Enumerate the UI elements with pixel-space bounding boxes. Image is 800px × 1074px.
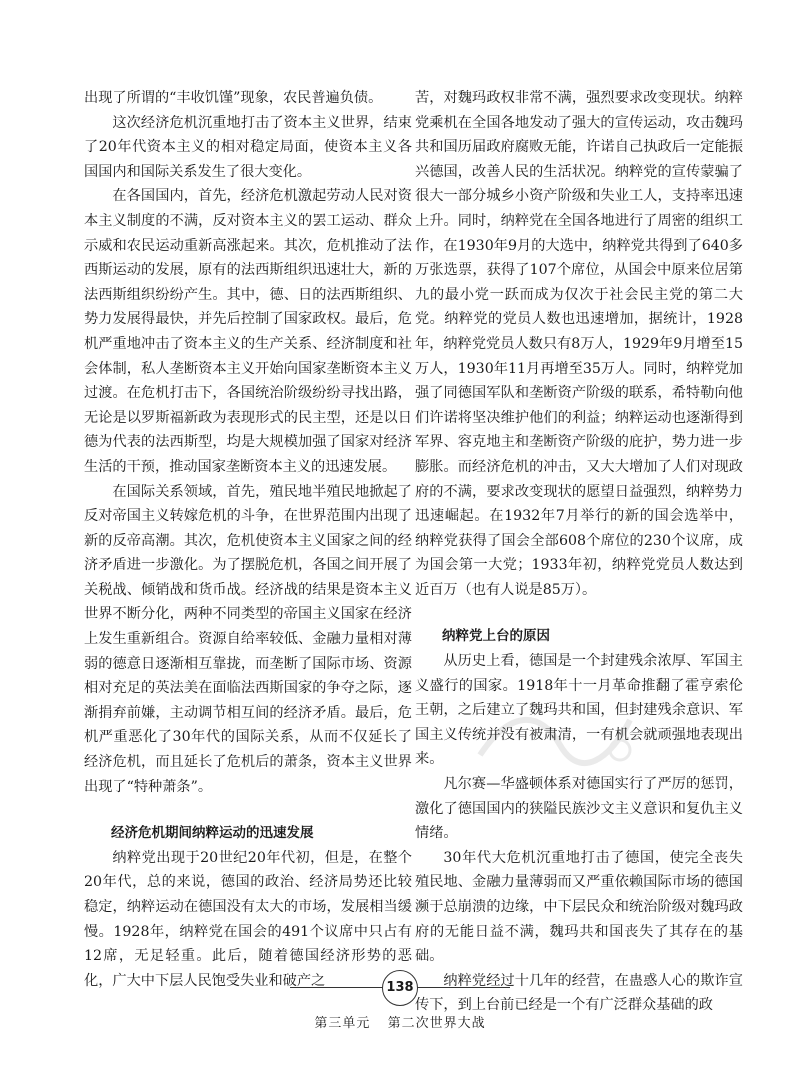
paragraph: 在国际关系领域，首先，殖民地半殖民地掀起了反对帝国主义转嫁危机的斗争，在世界范围内出现了新的反帝高潮。其次，危机使资本主义国家之间的经济矛盾进一步激化。为了摆脱危机，各国之间开展了关税战、倾销战和货币战。经济战的结果是资本主义世界不断分化，两种不同类型的帝国主义国家在经济上发生重新组合。资源自给率较低、金融力量相对薄弱的德意日逐渐相互靠拢，而垄断了国际市场、资源相对充足的英法美在面临法西斯国家的争夺之际，逐渐捐弃前嫌，主动调节相互间的经济矛盾。最后，危机严重恶化了30年代的国际关系，从而不仅延长了经济危机，而且延长了危机后的萧条，资本主义世界出现了“特种萧条”。 xyxy=(84,483,412,795)
page-number: 138 xyxy=(382,970,418,1006)
page-footer xyxy=(0,1012,800,1031)
footer-title: 第二次世界大战 xyxy=(387,1016,486,1031)
section-gap xyxy=(415,602,743,624)
paragraph: 苦，对魏玛政权非常不满，强烈要求改变现状。纳粹党乘机在全国各地发动了强大的宣传运动，攻击魏玛共和国历届政府腐败无能，许诺自己执政后一定能振兴德国，改善人民的生活状况。纳粹党的宣传蒙骗了很大一部分城乡小资产阶级和失业工人，支持率迅速上升。同时，纳粹党在全国各地进行了周密的组织工作，在1930年9月的大选中，纳粹党共得到了640多万张选票，获得了107个席位，从国会中原来位居第九的最小党一跃而成为仅次于社会民主党的第二大党。纳粹党的党员人数也迅速增加，据统计，1928年，纳粹党党员人数只有8万人，1929年9月增至15万人，1930年11月再增至35万人。同时，纳粹党加强了同德国军队和垄断资产阶级的联系，希特勒向他们许诺将坚决维护他们的利益；纳粹运动也逐渐得到军界、容克地主和垄断资产阶级的庇护，势力进一步膨胀。而经济危机的冲击，又大大增加了人们对现政府的不满，要求改变现状的愿望日益强烈，纳粹势力迅速崛起。在1932年7月举行的新的国会选举中，纳粹党获得了国会全部608个席位的230个议席，成为国会第一大党；1933年初，纳粹党党员人数达到近百万（也有人说是85万）。 xyxy=(415,90,743,598)
paragraph: 纳粹党经过十几年的经营，在蛊惑人心的欺诈宣传下，到上台前已经是一个有广泛群众基础的政 xyxy=(415,972,743,1014)
footer-unit: 第三单元 xyxy=(314,1016,371,1031)
section-heading: 纳粹党上台的原因 xyxy=(442,628,550,645)
paragraph: 这次经济危机沉重地打击了资本主义世界，结束了20年代资本主义的相对稳定局面，使资本主义各国国内和国际关系发生了很大变化。 xyxy=(84,114,412,180)
right-column xyxy=(415,86,743,1018)
paragraph: 在各国国内，首先，经济危机激起劳动人民对资本主义制度的不满，反对资本主义的罢工运动、群众示威和农民运动重新高涨起来。其次，危机推动了法西斯运动的发展，原有的法西斯组织迅速壮大，新的法西斯组织纷纷产生。其中，德、日的法西斯组织、势力发展得最快，并先后控制了国家政权。最后，危机严重地冲击了资本主义的生产关系、经济制度和社会体制，私人垄断资本主义开始向国家垄断资本主义过渡。在危机打击下，各国统治阶级纷纷寻找出路，无论是以罗斯福新政为表现形式的民主型，还是以日德为代表的法西斯型，均是大规模加强了国家对经济生活的干预，推动国家垄断资本主义的迅速发展。 xyxy=(84,188,412,475)
paragraph: 出现了所谓的“丰收饥馑”现象，农民普遍负债。 xyxy=(84,90,383,106)
left-column xyxy=(84,86,412,993)
paragraph: 凡尔赛—华盛顿体系对德国实行了严厉的惩罚，激化了德国国内的狭隘民族沙文主义意识和复仇主义情绪。 xyxy=(415,776,743,842)
paragraph: 从历史上看，德国是一个封建残余浓厚、军国主义盛行的国家。1918年十一月革命推翻了霍亨索伦王朝，之后建立了魏玛共和国，但封建残余意识、军国主义传统并没有被肃清，一有机会就顽强地表现出来。 xyxy=(415,653,743,768)
page-number-badge xyxy=(0,970,800,1006)
section-heading: 经济危机期间纳粹运动的迅速发展 xyxy=(111,825,314,842)
watermark-logo xyxy=(470,700,640,770)
paragraph: 纳粹党出现于20世纪20年代初，但是，在整个20年代，总的来说，德国的政治、经济局势还比较稳定，纳粹运动在德国没有太大的市场，发展相当缓慢。1928年，纳粹党在国会的491个议席中只占有12席，无足轻重。此后，随着德国经济形势的恶化，广大中下层人民饱受失业和破产之 xyxy=(84,849,412,989)
paragraph: 30年代大危机沉重地打击了德国，使完全丧失殖民地、金融力量薄弱而又严重依赖国际市场的德国濒于总崩溃的边缘，中下层民众和统治阶级对魏玛政府的无能日益不满，魏玛共和国丧失了其存在的基础。 xyxy=(415,849,743,965)
section-gap xyxy=(84,799,412,821)
